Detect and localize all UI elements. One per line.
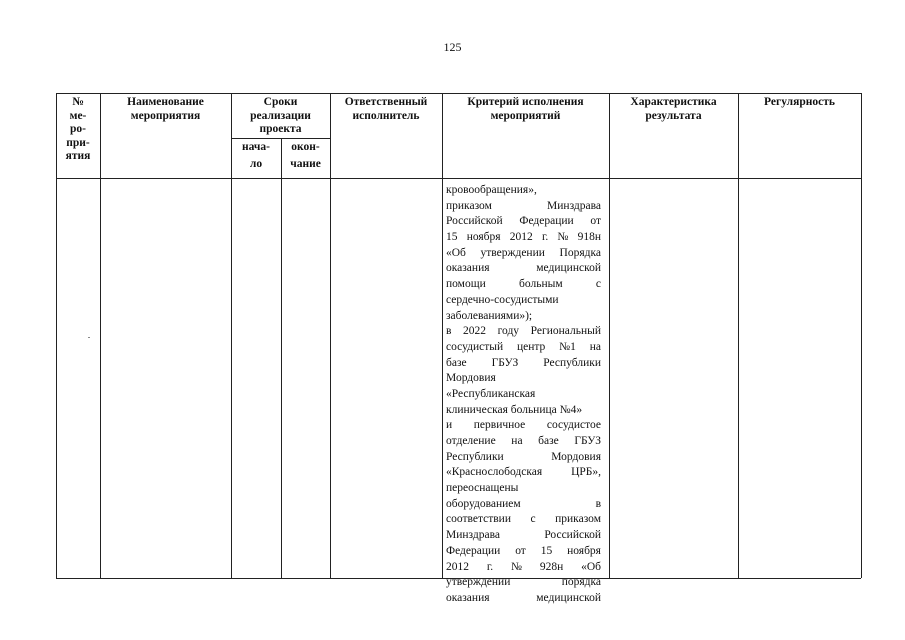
criterion-word: утверждении: [480, 246, 545, 259]
header-regularity: Регулярность: [764, 96, 835, 108]
col-border-6: [609, 93, 610, 578]
criterion-word: сосудистое: [546, 419, 601, 432]
criterion-word: 15: [540, 544, 553, 557]
criterion-line: [446, 481, 601, 497]
criterion-word: приказом: [446, 199, 492, 212]
header-result: Характеристика результата: [630, 96, 717, 122]
criterion-line: [446, 183, 601, 199]
criterion-word: соответствии: [446, 513, 511, 526]
criterion-word: в: [595, 497, 601, 510]
criterion-word: Минздрава: [547, 199, 601, 212]
col-border-1: [100, 93, 101, 578]
criterion-word: больным: [519, 278, 563, 291]
criterion-word: утверждении: [446, 576, 511, 589]
criterion-word: на: [589, 340, 601, 353]
criterion-word: Республики: [543, 356, 601, 369]
criterion-cell-text: [446, 183, 601, 607]
criterion-word: от: [590, 215, 601, 228]
criterion-word: с: [595, 278, 601, 291]
criterion-line: [446, 230, 601, 246]
criterion-word: 2012: [509, 231, 533, 244]
col-border-5: [442, 93, 443, 578]
criterion-line: [446, 450, 601, 466]
table-top-border: [56, 93, 861, 94]
criterion-word: медицинской: [536, 262, 601, 275]
criterion-word: порядка: [561, 576, 601, 589]
criterion-line: [446, 324, 601, 340]
header-start: нача- ло: [242, 141, 270, 170]
criterion-line: [446, 465, 601, 481]
criterion-word: от: [515, 544, 526, 557]
criterion-word: Российской: [544, 529, 601, 542]
page-number: 125: [443, 40, 462, 54]
criterion-line: [446, 544, 601, 560]
header-criterion: Критерий исполнения мероприятий: [467, 96, 584, 122]
criterion-word: г.: [541, 231, 549, 244]
criterion-word: Минздрава: [446, 529, 500, 542]
header-number: № ме- ро- при- ятия: [65, 96, 91, 162]
col-border-right: [861, 93, 862, 578]
criterion-word: приказом: [555, 513, 601, 526]
header-bottom-border: [56, 178, 861, 179]
scan-speck: [88, 337, 90, 338]
criterion-word: клиническая больница №4»: [446, 403, 583, 416]
criterion-word: 2022: [463, 325, 487, 338]
header-name: Наименование мероприятия: [127, 96, 204, 122]
criterion-word: отделение: [446, 435, 496, 447]
criterion-word: г.: [486, 560, 494, 573]
criterion-word: 928н: [539, 560, 564, 573]
criterion-line: [446, 199, 601, 215]
criterion-word: ГБУЗ: [491, 356, 519, 369]
criterion-word: «Республиканская: [446, 387, 536, 400]
criterion-word: переоснащены: [446, 482, 519, 495]
criterion-word: оказания: [446, 591, 490, 604]
criterion-word: №: [557, 231, 569, 244]
col-border-3: [281, 138, 282, 578]
criterion-line: [446, 403, 601, 419]
criterion-word: «Краснослободская: [446, 466, 543, 479]
criterion-line: [446, 560, 601, 576]
criterion-word: Мордовия: [446, 372, 496, 385]
criterion-word: центр: [516, 340, 546, 353]
measures-table: [56, 93, 861, 604]
header-terms: Сроки реализации проекта: [250, 96, 311, 135]
criterion-word: заболеваниями»);: [446, 309, 533, 322]
criterion-word: году: [497, 325, 520, 338]
criterion-line: [446, 371, 601, 387]
criterion-line: [446, 340, 601, 356]
criterion-word: кровообращения»,: [446, 184, 537, 196]
criterion-word: базе: [538, 435, 559, 447]
criterion-word: ноября: [466, 231, 501, 244]
criterion-word: «Об: [581, 560, 601, 573]
criterion-word: сердечно-сосудистыми: [446, 293, 559, 306]
criterion-word: Федерации: [446, 544, 501, 557]
criterion-word: медицинской: [536, 591, 601, 604]
criterion-line: [446, 434, 601, 450]
criterion-word: «Об: [446, 246, 466, 259]
criterion-word: №1: [559, 340, 576, 353]
criterion-word: 2012: [446, 560, 469, 573]
criterion-word: Мордовия: [551, 450, 601, 463]
criterion-word: №: [510, 560, 522, 573]
criterion-line: [446, 418, 601, 434]
criterion-word: первичное: [473, 419, 526, 432]
criterion-line: [446, 293, 601, 309]
criterion-word: Порядка: [559, 246, 601, 259]
criterion-word: 15: [446, 231, 458, 244]
criterion-line: [446, 214, 601, 230]
criterion-word: Республики: [446, 450, 504, 463]
criterion-line: [446, 512, 601, 528]
criterion-word: 918н: [577, 231, 601, 244]
criterion-word: с: [530, 513, 536, 526]
criterion-word: базе: [446, 356, 467, 369]
criterion-line: [446, 356, 601, 372]
criterion-word: ЦРБ»,: [571, 466, 601, 479]
criterion-line: [446, 528, 601, 544]
criterion-line: [446, 246, 601, 262]
col-border-7: [738, 93, 739, 578]
col-border-left: [56, 93, 57, 578]
header-end: окон- чание: [290, 141, 321, 170]
criterion-word: и: [446, 419, 453, 432]
criterion-line: [446, 387, 601, 403]
criterion-word: на: [511, 435, 523, 447]
criterion-line: [446, 497, 601, 513]
criterion-word: ноября: [567, 544, 601, 557]
criterion-word: Федерации: [519, 215, 574, 228]
criterion-word: оборудованием: [446, 497, 521, 510]
criterion-word: в: [446, 325, 452, 338]
criterion-word: Российской: [446, 215, 503, 228]
criterion-line: [446, 575, 601, 591]
col-border-4: [330, 93, 331, 578]
criterion-line: [446, 591, 601, 607]
header-responsible: Ответственный исполнитель: [344, 96, 428, 122]
criterion-word: оказания: [446, 262, 490, 275]
criterion-line: [446, 261, 601, 277]
criterion-word: сосудистый: [446, 340, 504, 353]
criterion-word: Региональный: [530, 325, 601, 338]
criterion-word: помощи: [446, 278, 486, 291]
criterion-line: [446, 309, 601, 325]
criterion-line: [446, 277, 601, 293]
criterion-word: ГБУЗ: [574, 435, 601, 447]
